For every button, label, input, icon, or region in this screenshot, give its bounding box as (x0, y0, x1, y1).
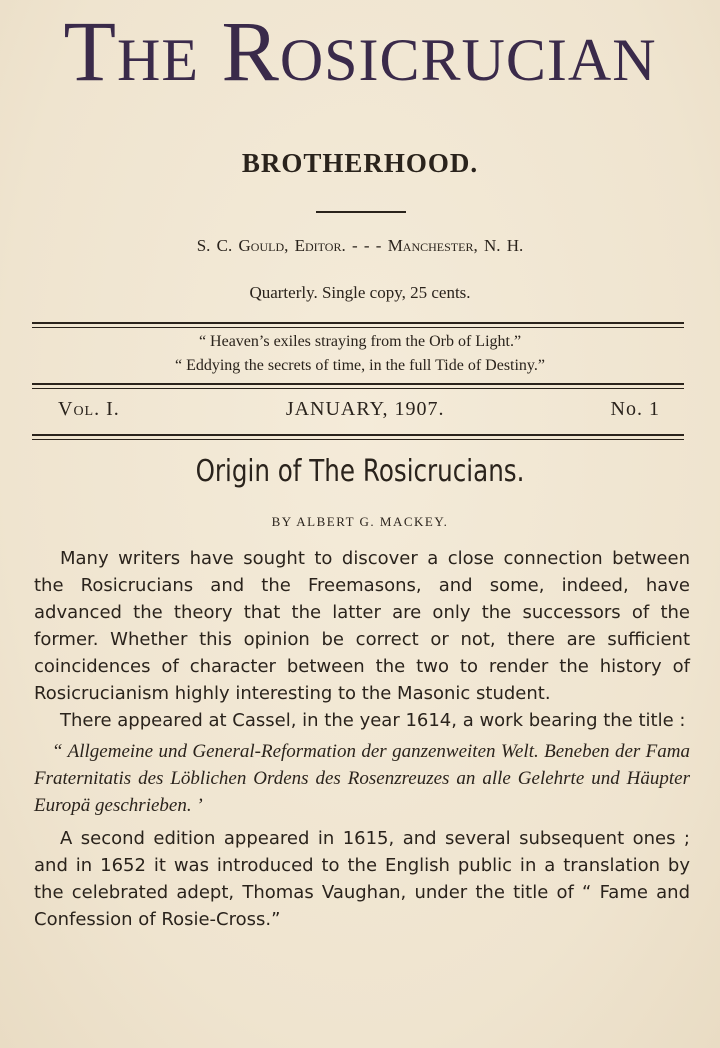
issue-date: JANUARY, 1907. (285, 398, 445, 420)
body-paragraph: A second edition appeared in 1615, and several subsequent ones ; and in 1652 it was introduced to the English public in a translation by the celebrated adept, Thomas Vaughan, under the title of “ Fame and Confession of Rosie-Cross.” (34, 828, 690, 930)
masthead-subtitle: BROTHERHOOD. (241, 148, 479, 178)
motto-line: “ Eddying the secrets of time, in the full Tide of Destiny.” (174, 357, 545, 374)
issue-volume: Vol. I. (58, 398, 120, 420)
short-divider (316, 211, 406, 213)
editor-line (0, 236, 720, 256)
rule-below-mottos (32, 383, 684, 389)
issue-number: No. 1 (610, 398, 660, 420)
publication-place: Manchester, N. H. (387, 236, 524, 255)
masthead-title: The Rosicrucian (63, 3, 657, 99)
article-byline: BY ALBERT G. MACKEY. (271, 514, 449, 529)
editor-separator: - - - (351, 236, 382, 255)
frequency-price: Quarterly. Single copy, 25 cents. (249, 283, 471, 302)
editor-name: S. C. Gould, Editor. (196, 236, 346, 255)
issue-line (58, 398, 660, 421)
rule-below-issue (32, 434, 684, 440)
body-paragraph: Many writers have sought to discover a close connection between the Rosicrucians and the Freemasons, and some, indeed, have advanced the theory that the latter are only the successors of the former. Whether this opinion be correct or not, there are sufficient coincidences of character between the two to render the history of Rosicrucianism highly interesting to the Masonic student. (34, 548, 690, 704)
article-body (34, 545, 690, 933)
mottos (0, 330, 720, 378)
rule-above-mottos (32, 322, 684, 328)
title-quotation: “ Allgemeine und General-Reformation der ganzenweiten Welt. Beneben der Fama Fraternitatis des Löblichen Ordens des Rosenzreuzes an alle Gelehrte und Häupter Europä geschrieben. ’ (34, 741, 690, 816)
body-paragraph: There appeared at Cassel, in the year 1614, a work bearing the title : (60, 710, 686, 731)
motto-line: “ Heaven’s exiles straying from the Orb of Light.” (198, 333, 522, 350)
article-title: Origin of The Rosicrucians. (195, 454, 525, 489)
